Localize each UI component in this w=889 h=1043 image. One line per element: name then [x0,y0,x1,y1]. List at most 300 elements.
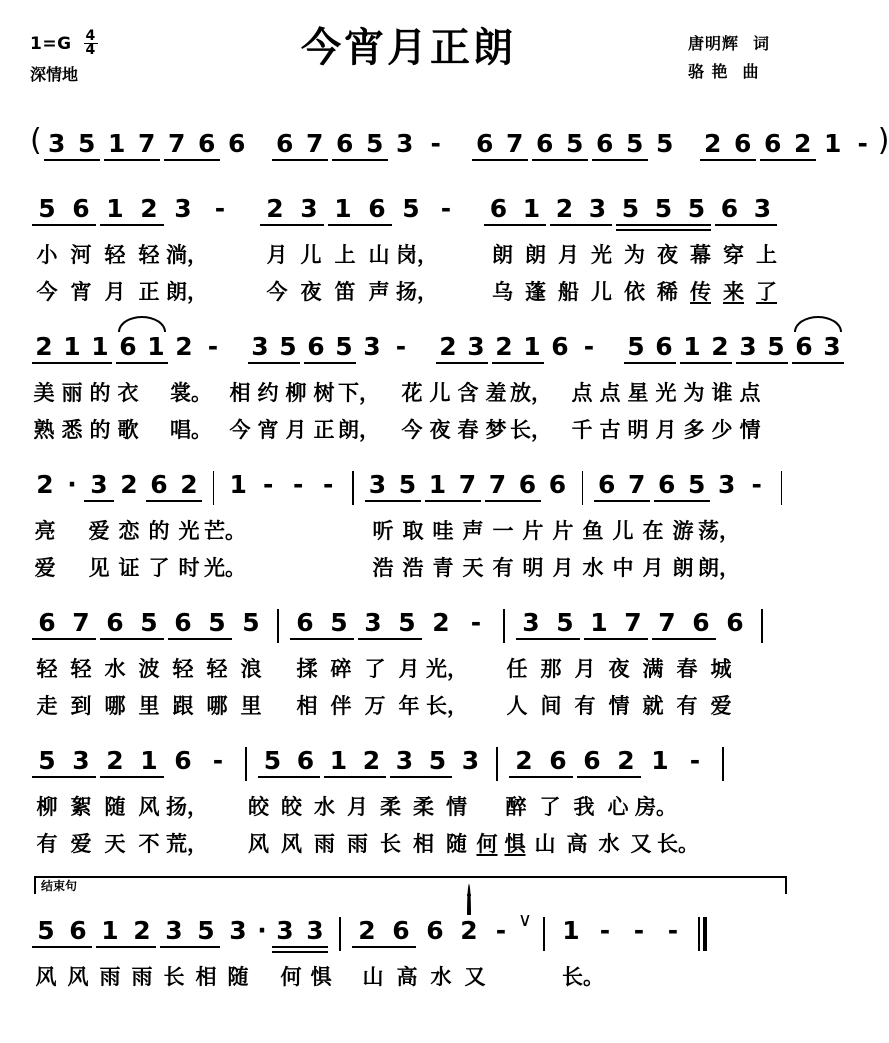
lyric-syllable: 朗， [698,555,740,580]
beam-group [482,180,548,235]
note: 6 [536,129,554,158]
barline [543,917,545,951]
lyrics-row-2 [30,276,791,309]
sustain-dash: - [323,470,334,500]
note: 5 [688,470,706,500]
page-title: 今宵月正朗 [301,25,516,71]
lyric-syllable: 不 [138,831,160,856]
lyric-syllable: 月 [266,243,288,267]
ending-bracket-line [34,876,787,878]
measure [256,732,487,787]
note: 6 [307,332,325,362]
lyric-syllable: 宵 [257,417,279,442]
expression-marking: 深情地 [30,65,79,84]
note: 5 [140,608,158,638]
note: 7 [72,608,90,638]
note: 3 [461,746,480,776]
lyric-syllable: 轻 [104,243,126,267]
lyric-syllable: 高 [566,831,588,856]
sheet-header [0,0,817,108]
note: 5 [197,916,215,946]
lyric-syllable: 光。 [204,555,246,580]
lyric-syllable: 哪 [206,693,228,718]
lyric-syllable: 月 [347,795,368,820]
measure [698,115,878,170]
note: 1 [229,470,247,500]
lyric-syllable: 风 [138,795,160,820]
time-signature-denominator: 4 [85,42,96,59]
note: 1 [63,332,81,362]
lyric-syllable: 依 [624,279,645,304]
lyric-syllable: 扬， [166,795,208,820]
lyric-syllable: 任 [506,657,528,682]
lyric-syllable: 情 [739,417,761,442]
lyric-syllable: 树 [313,381,335,406]
note: 6 [658,470,676,500]
lyric-syllable: 今 [266,279,288,304]
lyric-syllable: 长， [510,417,552,442]
staff-line-ending [30,896,791,994]
sustain-dash: - [214,194,226,223]
note: 1 [590,608,608,638]
measure [434,318,604,373]
beam-group [423,456,483,511]
note: 3 [588,194,607,223]
lyric-syllable: 了 [756,279,777,304]
note: 3 [718,470,736,500]
note: 2 [515,746,533,776]
lyric-syllable: 在 [642,519,664,544]
beam-group [42,115,102,170]
lyric-syllable: 皎 [281,795,302,820]
note: 5 [263,746,282,776]
lyric-syllable: 房。 [635,795,677,820]
lyric-syllable: 水 [430,965,452,990]
lyric-syllable: 山 [368,243,390,267]
lyric-gap [370,377,398,410]
lyric-syllable: 夜 [429,417,451,442]
lyric-syllable: 长， [426,693,468,718]
note: 1 [106,194,124,223]
note: 1 [108,129,126,158]
lyric-syllable: 相 [413,831,434,856]
note: 6 [150,470,168,500]
lyric-syllable: 轻 [36,657,58,682]
note: 3 [467,332,485,362]
note: 2 [362,746,381,776]
lyric-syllable: 见 [88,555,110,580]
note: 6 [368,194,386,223]
lyric-syllable: 何 [280,965,302,990]
note: 5 [767,332,785,362]
lyric-syllable: 雨 [347,831,368,856]
lyric-gap [60,515,84,548]
lyric-syllable: 片 [552,519,574,544]
lyric-syllable: 羞 [485,381,507,406]
lyric-gap [268,690,290,723]
lyric-syllable: 朗 [672,555,694,580]
note: 5 [398,608,416,638]
measure [470,115,680,170]
note: 3 [174,194,192,223]
lyric-syllable: 相 [195,965,217,990]
lyric-syllable: 荒， [166,831,208,856]
lyric-syllable: 到 [70,693,92,718]
lyric-syllable: 雨 [99,965,121,990]
barline [503,609,505,643]
ending-label: 结束句 [41,879,78,894]
lyric-syllable: 丽 [61,381,83,406]
staff-line-4 [30,588,791,722]
note: 5 [656,129,674,158]
beam-group [698,115,758,170]
measure [363,456,573,511]
lyric-syllable: 鱼 [582,519,604,544]
note: 6 [228,129,246,158]
note: 3 [739,332,757,362]
beam-group [162,115,222,170]
note: 3 [84,456,114,511]
note: 5 [654,194,673,223]
measure [30,318,228,373]
beam-group [652,456,712,511]
beam-group [30,902,94,957]
measure [223,456,343,511]
lyric-syllable: 儿 [300,243,322,267]
note: 5 [556,608,574,638]
beam-group [330,115,390,170]
lyric-syllable: 船 [558,279,579,304]
lyric-syllable: 正 [138,279,160,304]
lyric-syllable: 小 [36,243,58,267]
note: 6 [726,608,744,638]
lyric-syllable: 柳 [285,381,307,406]
note: 7 [488,470,507,500]
note: 7 [658,608,676,638]
sustain-dash: - [583,332,595,362]
lyric-syllable: 点 [571,381,593,406]
lyric-syllable: 明 [522,555,544,580]
note: 2 [106,746,124,776]
note: 5 [38,194,56,223]
note: 7 [168,129,186,158]
lyric-syllable: 今 [229,417,251,442]
lyric-syllable: 来 [723,279,744,304]
lyric-syllable: 为 [683,381,705,406]
lyric-syllable: 水 [598,831,620,856]
note: 5 [627,332,645,362]
fermata-icon [456,888,482,900]
note: 1 [522,194,541,223]
key-signature: 1=G [30,33,72,54]
lyric-syllable: 听 [372,519,394,544]
note: 6 [296,608,314,638]
lyric-syllable: 轻 [138,243,160,267]
note: 1 [91,332,109,362]
lyric-syllable: 多 [683,417,705,442]
beam-group [514,594,582,649]
note: 3 [522,608,540,638]
note: 2 [180,470,198,500]
lyrics-row-1 [30,377,791,410]
lyric-syllable: 点 [599,381,621,406]
note: 5 [330,608,348,638]
lyric-syllable: 走 [36,693,58,718]
lyrics-row-2 [30,414,791,447]
lyric-syllable: 片 [522,519,544,544]
beam-group [270,115,330,170]
measure [270,115,452,170]
lyric-syllable: 惧 [310,965,332,990]
lyric-syllable: 乌 [492,279,513,304]
note: 5 [335,332,353,362]
beam-group [144,456,204,511]
measure [30,732,236,787]
note: 5 [626,129,644,158]
lyric-syllable: 浩 [402,555,424,580]
lyric-syllable: 一 [492,519,514,544]
lyrics-row-2 [30,552,791,585]
lyric-syllable: 了 [148,555,170,580]
lyric-syllable: 雨 [314,831,335,856]
lyrics-row-1 [30,515,791,548]
note: 3 [364,608,382,638]
lyric-syllable: 就 [642,693,664,718]
measure [482,180,779,235]
lyric-syllable: 惧 [504,831,526,856]
note: 7 [624,608,642,638]
measure [507,732,713,787]
note: 2 [140,194,158,223]
lyric-syllable: 山 [362,965,384,990]
lyric-syllable: 上 [756,243,777,267]
beam-group [483,456,543,511]
lyric-syllable: 证 [118,555,140,580]
sustain-dash: - [440,194,452,223]
note: 2 [439,332,457,362]
lyric-gap [430,239,486,272]
note: 5 [279,332,297,362]
lyric-syllable: 悉 [61,417,83,442]
lyric-syllable: 水 [314,795,335,820]
lyric-syllable: 情 [446,795,467,820]
note: 6 [198,129,216,158]
lyric-syllable: 有 [574,693,596,718]
note: 1 [140,746,158,776]
lyric-syllable: 哪 [104,693,126,718]
lyric-syllable: 梦 [485,417,507,442]
lyric-syllable: 含 [457,381,479,406]
lyric-gap [202,414,226,447]
lyric-syllable: 轻 [70,657,92,682]
beam-group [650,594,718,649]
lyric-syllable: 谁 [711,381,733,406]
note: 6 [106,608,124,638]
note: 1 [651,746,669,776]
beam-group [166,594,234,649]
lyric-syllable: 恋 [118,519,140,544]
final-double-barline [698,917,707,951]
note: 7 [628,470,646,500]
note: 1 [428,470,447,500]
note: 3 [396,129,414,158]
beam-group [102,115,162,170]
note: 2 [452,902,486,957]
lyric-syllable: 朗， [338,417,380,442]
beam-group [622,318,678,373]
lyric-syllable: 跟 [172,693,194,718]
lyric-syllable: 柔 [413,795,434,820]
lyric-syllable: 取 [402,519,424,544]
note: 5 [621,194,640,223]
lyric-syllable: 天 [104,831,126,856]
lyric-gap [542,414,568,447]
lyric-syllable: 儿 [591,279,612,304]
beam-group [30,318,114,373]
lyrics-row-1 [30,653,791,686]
lyric-gap [244,515,368,548]
lyric-syllable: 熟 [33,417,55,442]
lyric-syllable: 声 [462,519,484,544]
beam-group [256,732,322,787]
lyric-syllable: 今 [36,279,58,304]
lyric-syllable: 歌 [117,417,139,442]
lyric-syllable: 风 [281,831,302,856]
beam-group [98,594,166,649]
note: 3 [48,129,66,158]
lyric-syllable: 天 [462,555,484,580]
note: 6 [764,129,782,158]
lyric-syllable: 青 [432,555,454,580]
lyric-syllable: 朗 [525,243,546,267]
lyricist-name: 唐明辉 [687,34,739,53]
sustain-dash: - [212,746,224,776]
note: 2 [36,470,54,500]
lyric-gap [336,961,356,994]
note: 7 [138,129,156,158]
lyric-syllable: 伴 [330,693,352,718]
lyric-syllable: 相 [296,693,318,718]
lyric-syllable: 古 [599,417,621,442]
note: 2 [495,332,513,362]
beam-group [94,902,158,957]
beam-group [30,732,98,787]
lyric-syllable: 高 [396,965,418,990]
lyric-gap [200,239,260,272]
note: 2 [432,608,450,638]
measure [622,318,846,373]
beam-group [734,318,790,373]
sustain-dash: - [470,608,482,638]
sustain-dash: - [857,129,868,158]
note: 6 [518,470,537,500]
note: 6 [392,916,410,946]
lyric-syllable: 何 [476,831,498,856]
note: 3 [251,332,269,362]
staff-line-2 [30,312,841,446]
lyric-syllable: 山 [534,831,556,856]
lyric-syllable: 河 [70,243,92,267]
note: 6 [336,129,354,158]
note: 2 [555,194,574,223]
lyric-syllable: 儿 [612,519,634,544]
lyric-syllable: 千 [571,417,593,442]
lyric-gap [464,653,500,686]
lyric-syllable: 有 [676,693,698,718]
lyric-syllable: 月 [574,657,596,682]
note: 5 [366,129,384,158]
lyric-syllable: 揉 [296,657,318,682]
beam-group [98,732,166,787]
lyric-syllable: 朗， [166,279,208,304]
lyric-syllable: 宵 [70,279,92,304]
note: 6 [426,916,444,946]
note: 7 [506,129,524,158]
lyric-syllable: 了 [364,657,386,682]
note: 6 [476,129,494,158]
note: 3 [363,332,381,362]
lyric-gap [206,828,242,861]
lyric-syllable: 哇 [432,519,454,544]
lyric-syllable: 又 [464,965,486,990]
note: 7 [306,129,324,158]
barline [277,609,279,643]
lyric-gap [244,552,368,585]
lyric-syllable: 月 [642,555,664,580]
lyrics-row-1 [30,239,791,272]
lyric-syllable: 相 [229,381,251,406]
beam-group [363,456,423,511]
note: 2 [358,916,376,946]
measure [554,902,690,957]
beam-group [30,180,98,235]
lyric-syllable: 荡， [698,519,740,544]
beam-group [590,115,650,170]
lyric-syllable: 月 [398,657,420,682]
barline [339,917,341,951]
staff-line-5 [30,726,791,860]
lyric-syllable: 游 [672,519,694,544]
lyric-syllable: 人 [506,693,528,718]
lyric-gap [200,276,260,309]
sustain-dash: - [667,916,679,946]
paren-close: ) [877,123,889,158]
note: 6 [692,608,710,638]
lyric-syllable: 爱 [70,831,92,856]
beam-group [434,318,490,373]
lyric-syllable: 正 [313,417,335,442]
measure [288,594,494,649]
lyric-syllable: 皎 [248,795,269,820]
measure [350,902,534,957]
lyric-gap [542,377,568,410]
beam-group [350,902,418,957]
lyric-syllable: 月 [285,417,307,442]
note: 2 [711,332,729,362]
note: 7 [458,470,477,500]
lyric-gap [492,961,562,994]
note: 1 [101,916,119,946]
lyric-syllable: 穿 [723,243,744,267]
lyric-gap [464,690,500,723]
lyric-syllable: 又 [630,831,652,856]
beam-group [114,318,170,373]
lyric-syllable: 长。 [657,831,699,856]
lyric-syllable: 衣 [117,381,139,406]
note: 3 [753,194,772,223]
lyric-syllable: 花 [401,381,423,406]
note: 3 [229,916,247,946]
